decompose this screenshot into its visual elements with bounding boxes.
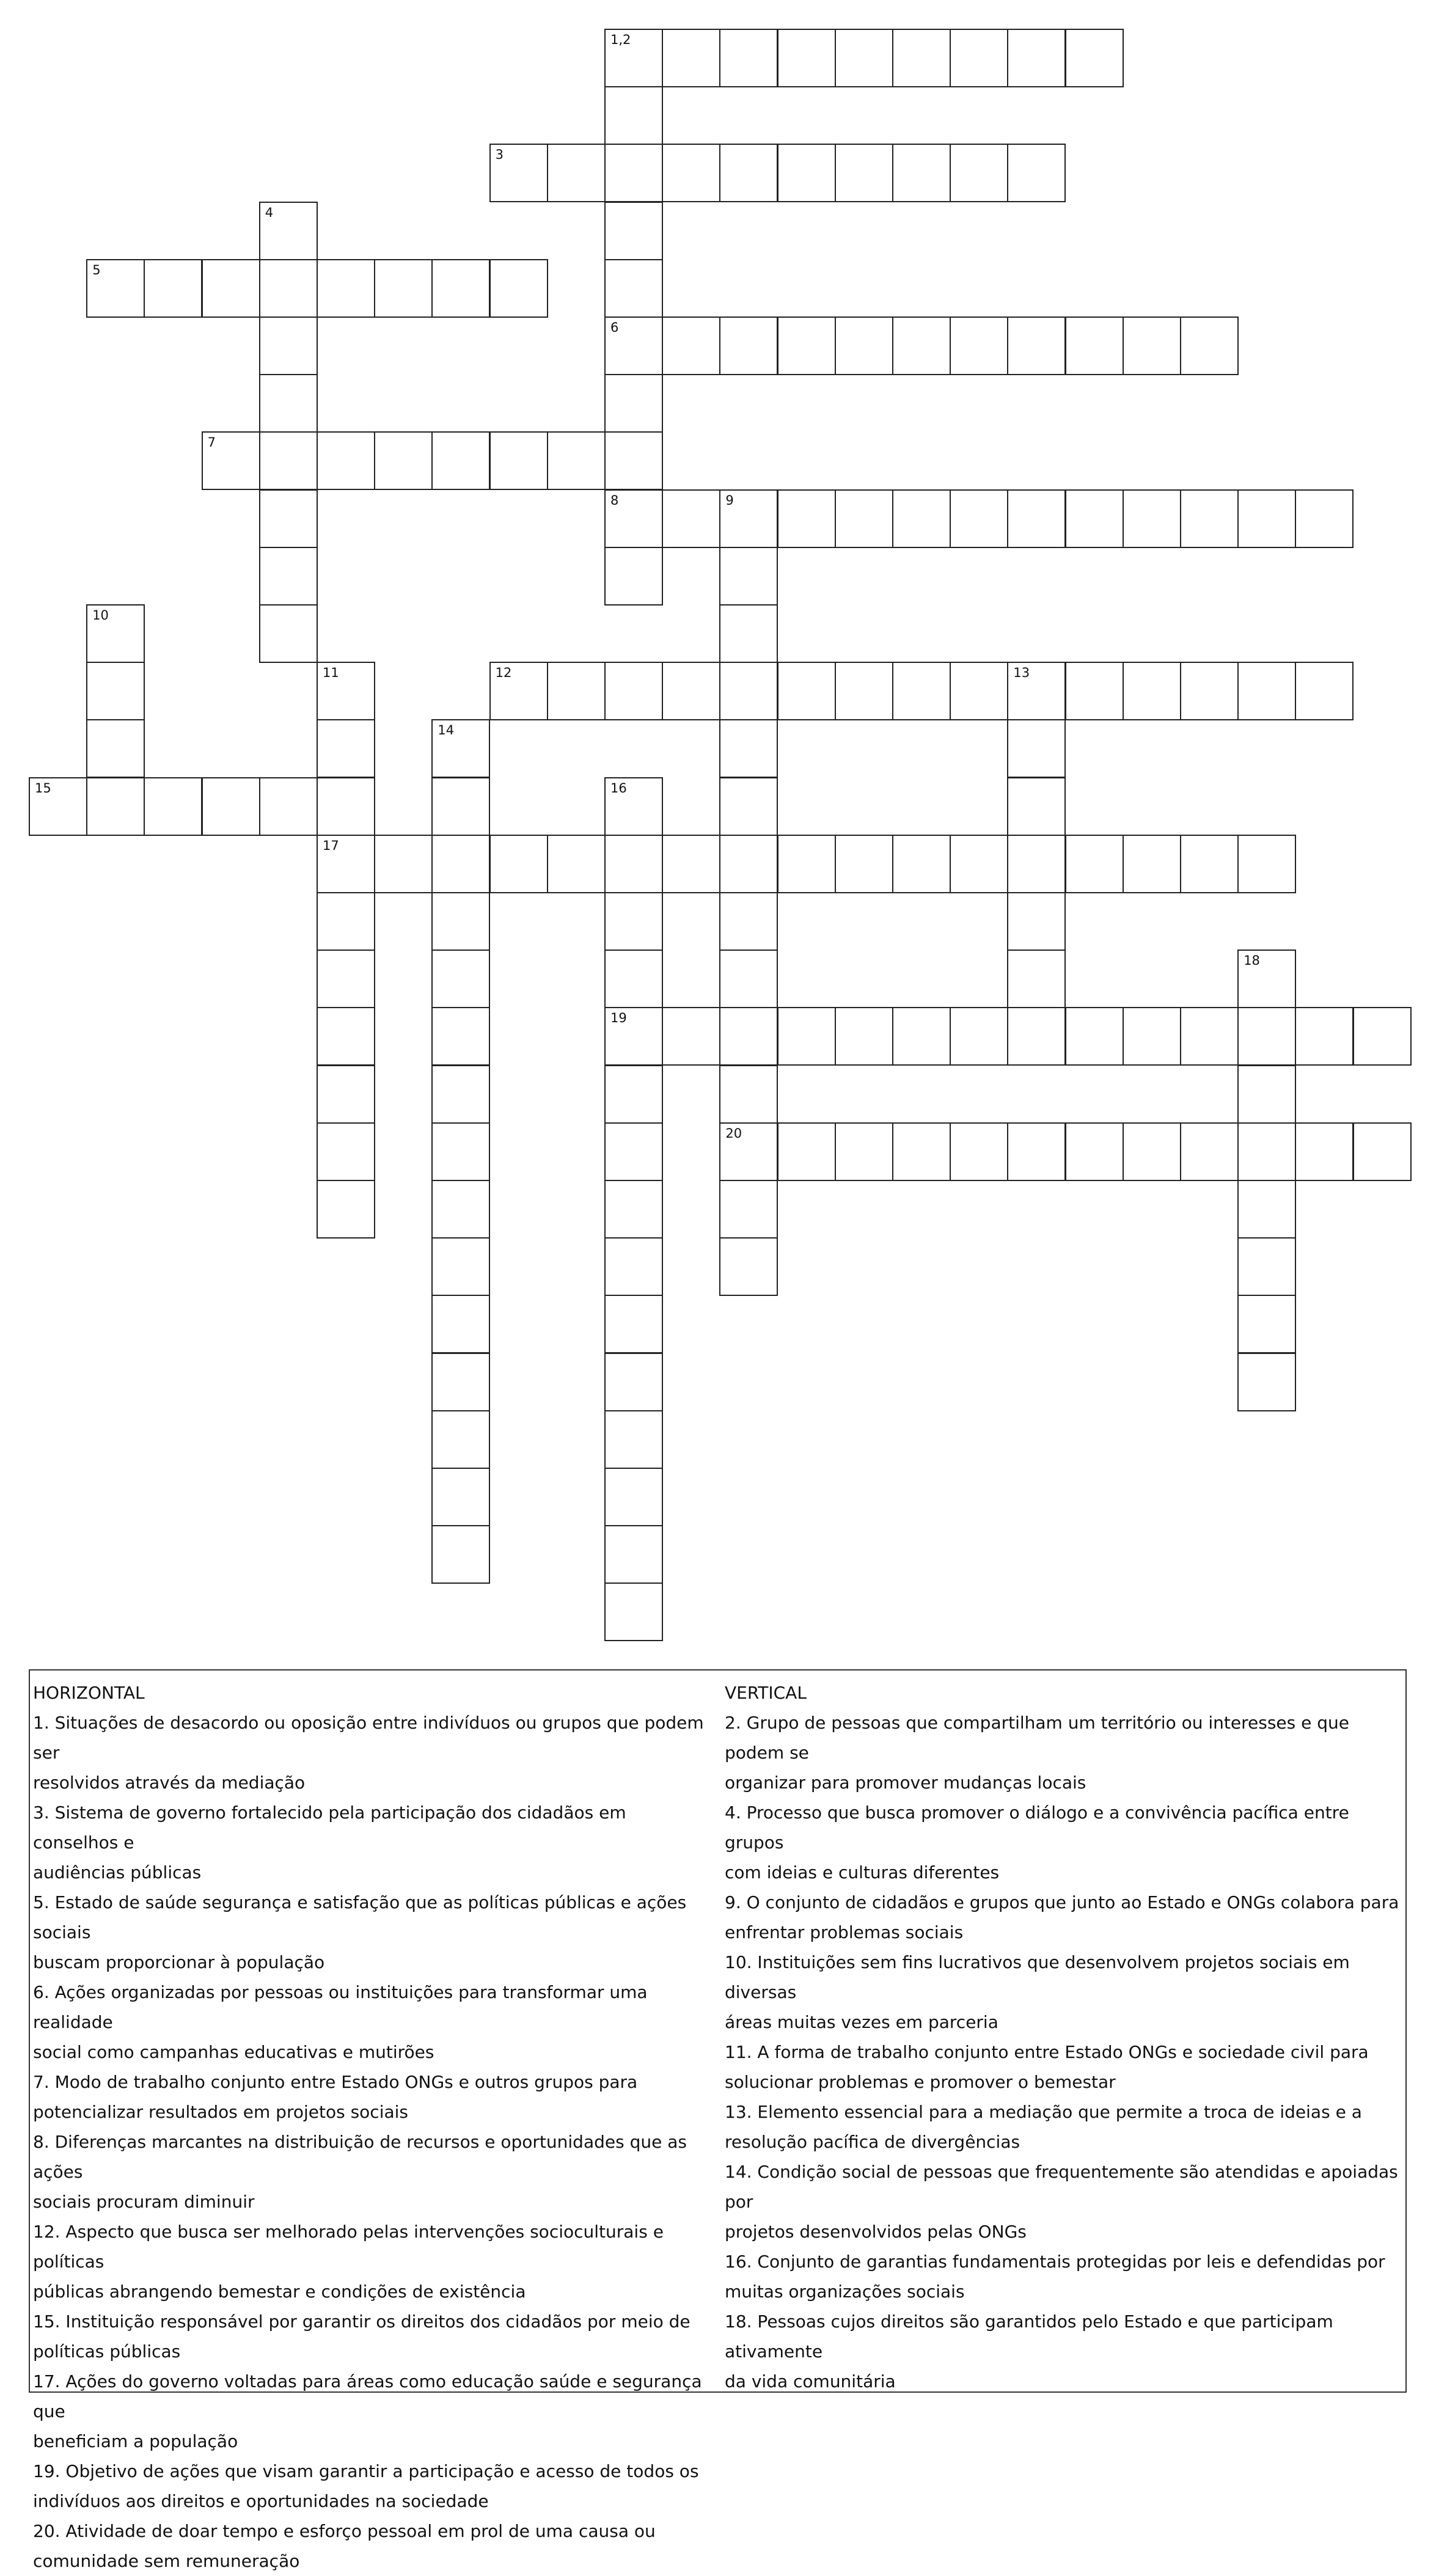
grid-cell[interactable] (259, 259, 318, 318)
grid-cell[interactable] (547, 144, 606, 202)
grid-cell[interactable] (950, 29, 1008, 87)
clue-number: 11 (323, 665, 339, 681)
grid-cell[interactable] (1237, 1007, 1296, 1066)
vertical-title: VERTICAL (725, 1683, 807, 1703)
grid-cell[interactable] (604, 835, 663, 893)
grid-cell[interactable] (547, 431, 606, 490)
grid-cell[interactable] (892, 29, 951, 87)
grid-cell[interactable] (604, 202, 663, 260)
grid-cell[interactable] (1237, 1353, 1296, 1411)
grid-cell[interactable] (547, 835, 606, 893)
grid-cell[interactable] (489, 431, 548, 490)
clue-line: 1. Situações de desacordo ou oposição entre indivíduos ou grupos que podem ser (33, 1713, 704, 1763)
grid-cell[interactable] (604, 144, 663, 202)
clue-line: projetos desenvolvidos pelas ONGs (725, 2222, 1027, 2242)
grid-cell[interactable] (719, 29, 778, 87)
grid-cell[interactable] (317, 835, 375, 893)
grid-cell[interactable] (604, 1525, 663, 1584)
grid-cell[interactable] (604, 317, 663, 375)
grid-cell[interactable] (719, 662, 778, 720)
clue-number: 1,2 (610, 32, 631, 47)
grid-cell[interactable] (604, 1007, 663, 1066)
grid-cell[interactable] (86, 662, 145, 720)
grid-cell[interactable] (202, 431, 260, 490)
clue-line: 20. Atividade de doar tempo e esforço pessoal em prol de uma causa ou (33, 2521, 656, 2541)
grid-cell[interactable] (202, 259, 260, 318)
grid-cell[interactable] (1295, 1122, 1354, 1181)
grid-cell[interactable] (259, 202, 318, 260)
clue-number: 18 (1244, 953, 1260, 968)
grid-cell[interactable] (1295, 662, 1354, 720)
grid-cell[interactable] (144, 777, 202, 836)
grid-cell[interactable] (604, 777, 663, 836)
grid-cell[interactable] (374, 259, 433, 318)
grid-cell[interactable] (1065, 1007, 1124, 1066)
clue-number: 8 (610, 492, 619, 508)
grid-cell[interactable] (1007, 144, 1066, 202)
grid-cell[interactable] (489, 662, 548, 720)
grid-cell[interactable] (835, 489, 893, 548)
clue-line: públicas abrangendo bemestar e condições de existência (33, 2281, 526, 2302)
grid-cell[interactable] (892, 1122, 951, 1181)
grid-cell[interactable] (1007, 1122, 1066, 1181)
clue-line: 12. Aspecto que busca ser melhorado pelas intervenções socioculturais e políticas (33, 2222, 664, 2272)
grid-cell[interactable] (662, 835, 720, 893)
grid-cell[interactable] (777, 1007, 836, 1066)
grid-cell[interactable] (719, 1122, 778, 1181)
grid-cell[interactable] (950, 144, 1008, 202)
grid-cell[interactable] (604, 374, 663, 433)
grid-cell[interactable] (892, 489, 951, 548)
clue-number: 4 (265, 205, 274, 220)
clue-line: enfrentar problemas sociais (725, 1922, 964, 1942)
grid-cell[interactable] (604, 1295, 663, 1353)
grid-cell[interactable] (1123, 835, 1181, 893)
grid-cell[interactable] (835, 144, 893, 202)
grid-cell[interactable] (431, 431, 490, 490)
grid-cell[interactable] (777, 29, 836, 87)
grid-cell[interactable] (604, 1410, 663, 1469)
grid-cell[interactable] (1007, 835, 1066, 893)
grid-cell[interactable] (1353, 1007, 1412, 1066)
clue-number: 15 (35, 780, 51, 796)
clue-line: 15. Instituição responsável por garantir os direitos dos cidadãos por meio de (33, 2311, 691, 2332)
grid-cell[interactable] (86, 777, 145, 836)
grid-cell[interactable] (431, 719, 490, 778)
clue-line: 9. O conjunto de cidadãos e grupos que junto ao Estado e ONGs colabora para (725, 1892, 1399, 1912)
clue-line: muitas organizações sociais (725, 2281, 965, 2302)
clue-line: com ideias e culturas diferentes (725, 1862, 1000, 1883)
grid-cell[interactable] (431, 259, 490, 318)
vertical-clues (725, 1678, 1403, 2396)
grid-cell[interactable] (1180, 489, 1239, 548)
clue-line: 19. Objetivo de ações que visam garantir a participação e acesso de todos os (33, 2461, 699, 2481)
grid-cell[interactable] (719, 835, 778, 893)
grid-cell[interactable] (374, 835, 433, 893)
grid-cell[interactable] (719, 719, 778, 778)
grid-cell[interactable] (1065, 662, 1124, 720)
grid-cell[interactable] (317, 259, 375, 318)
clue-number: 10 (92, 608, 109, 623)
grid-cell[interactable] (719, 489, 778, 548)
grid-cell[interactable] (1237, 1295, 1296, 1353)
grid-cell[interactable] (431, 1295, 490, 1353)
grid-cell[interactable] (604, 547, 663, 606)
clue-line: 8. Diferenças marcantes na distribuição de recursos e oportunidades que as ações (33, 2132, 687, 2182)
clue-line: 6. Ações organizadas por pessoas ou instituições para transformar uma realidade (33, 1982, 648, 2032)
grid-cell[interactable] (547, 662, 606, 720)
grid-cell[interactable] (604, 431, 663, 490)
grid-cell[interactable] (1007, 1007, 1066, 1066)
grid-cell[interactable] (892, 144, 951, 202)
grid-cell[interactable] (835, 835, 893, 893)
grid-cell[interactable] (29, 777, 87, 836)
grid-cell[interactable] (259, 431, 318, 490)
clue-number: 20 (725, 1125, 742, 1141)
clue-line: sociais procuram diminuir (33, 2192, 255, 2212)
grid-cell[interactable] (1123, 1122, 1181, 1181)
grid-cell[interactable] (1065, 29, 1124, 87)
grid-cell[interactable] (892, 662, 951, 720)
grid-cell[interactable] (259, 317, 318, 375)
grid-cell[interactable] (719, 604, 778, 663)
grid-cell[interactable] (86, 604, 145, 663)
grid-cell[interactable] (431, 1180, 490, 1239)
grid-cell[interactable] (604, 662, 663, 720)
grid-cell[interactable] (489, 835, 548, 893)
grid-cell[interactable] (777, 489, 836, 548)
clue-line: 16. Conjunto de garantias fundamentais protegidas por leis e defendidas por (725, 2252, 1385, 2272)
grid-cell[interactable] (1065, 1122, 1124, 1181)
grid-cell[interactable] (317, 950, 375, 1008)
grid-cell[interactable] (950, 1122, 1008, 1181)
grid-cell[interactable] (431, 1525, 490, 1584)
grid-cell[interactable] (719, 950, 778, 1008)
grid-cell[interactable] (1007, 489, 1066, 548)
grid-cell[interactable] (604, 1237, 663, 1296)
grid-cell[interactable] (1123, 1007, 1181, 1066)
clue-line: resolvidos através da mediação (33, 1773, 306, 1793)
grid-cell[interactable] (662, 662, 720, 720)
grid-cell[interactable] (777, 317, 836, 375)
clue-line: indivíduos aos direitos e oportunidades na sociedade (33, 2491, 489, 2511)
clue-line: resolução pacífica de divergências (725, 2132, 1020, 2152)
grid-cell[interactable] (719, 1007, 778, 1066)
clue-number: 6 (610, 320, 619, 335)
grid-cell[interactable] (431, 1237, 490, 1296)
clue-line: buscam proporcionar à população (33, 1952, 325, 1972)
grid-cell[interactable] (777, 144, 836, 202)
clue-line: 18. Pessoas cujos direitos são garantidos pelo Estado e que participam ativamente (725, 2311, 1333, 2362)
grid-cell[interactable] (719, 1180, 778, 1239)
grid-cell[interactable] (604, 259, 663, 318)
grid-cell[interactable] (950, 835, 1008, 893)
clue-line: áreas muitas vezes em parceria (725, 2012, 998, 2032)
grid-cell[interactable] (1123, 489, 1181, 548)
grid-cell[interactable] (259, 374, 318, 433)
grid-cell[interactable] (144, 259, 202, 318)
grid-cell[interactable] (950, 662, 1008, 720)
clue-line: comunidade sem remuneração (33, 2551, 300, 2571)
clue-line: social como campanhas educativas e mutirões (33, 2042, 434, 2062)
grid-cell[interactable] (835, 1007, 893, 1066)
grid-cell[interactable] (719, 777, 778, 836)
grid-cell[interactable] (1237, 489, 1296, 548)
grid-cell[interactable] (1007, 317, 1066, 375)
horizontal-title: HORIZONTAL (33, 1683, 145, 1703)
grid-cell[interactable] (719, 1065, 778, 1124)
grid-cell[interactable] (317, 662, 375, 720)
grid-cell[interactable] (431, 835, 490, 893)
grid-cell[interactable] (317, 1007, 375, 1066)
grid-cell[interactable] (317, 431, 375, 490)
grid-cell[interactable] (719, 144, 778, 202)
grid-cell[interactable] (431, 1353, 490, 1411)
grid-cell[interactable] (604, 1353, 663, 1411)
clue-line: 11. A forma de trabalho conjunto entre Estado ONGs e sociedade civil para (725, 2042, 1369, 2062)
grid-cell[interactable] (202, 777, 260, 836)
grid-cell[interactable] (317, 892, 375, 951)
grid-cell[interactable] (604, 29, 663, 87)
grid-cell[interactable] (431, 1468, 490, 1526)
clue-line: 13. Elemento essencial para a mediação que permite a troca de ideias e a (725, 2102, 1362, 2122)
grid-cell[interactable] (489, 144, 548, 202)
grid-cell[interactable] (374, 431, 433, 490)
grid-cell[interactable] (892, 835, 951, 893)
grid-cell[interactable] (317, 1180, 375, 1239)
clue-line: potencializar resultados em projetos sociais (33, 2102, 409, 2122)
grid-cell[interactable] (259, 604, 318, 663)
grid-cell[interactable] (1007, 950, 1066, 1008)
grid-cell[interactable] (431, 1007, 490, 1066)
grid-cell[interactable] (892, 1007, 951, 1066)
clue-number: 17 (323, 838, 339, 853)
grid-cell[interactable] (1065, 489, 1124, 548)
grid-cell[interactable] (1237, 1065, 1296, 1124)
grid-cell[interactable] (604, 1122, 663, 1181)
clue-number: 19 (610, 1011, 627, 1026)
grid-cell[interactable] (604, 1468, 663, 1526)
grid-cell[interactable] (950, 489, 1008, 548)
clue-line: políticas públicas (33, 2341, 181, 2362)
grid-cell[interactable] (1123, 317, 1181, 375)
grid-cell[interactable] (719, 892, 778, 951)
grid-cell[interactable] (1237, 1122, 1296, 1181)
clue-line: 3. Sistema de governo fortalecido pela participação dos cidadãos em conselhos e (33, 1802, 626, 1853)
grid-cell[interactable] (1295, 489, 1354, 548)
clue-number: 16 (610, 780, 627, 796)
clue-line: audiências públicas (33, 1862, 202, 1883)
grid-cell[interactable] (431, 950, 490, 1008)
grid-cell[interactable] (777, 1122, 836, 1181)
grid-cell[interactable] (317, 719, 375, 778)
grid-cell[interactable] (1180, 1122, 1239, 1181)
grid-cell[interactable] (1180, 835, 1239, 893)
grid-cell[interactable] (777, 662, 836, 720)
grid-cell[interactable] (431, 777, 490, 836)
grid-cell[interactable] (1123, 662, 1181, 720)
grid-cell[interactable] (1180, 1007, 1239, 1066)
grid-cell[interactable] (604, 1180, 663, 1239)
clue-line: 5. Estado de saúde segurança e satisfação que as políticas públicas e ações sociais (33, 1892, 687, 1942)
clue-number: 13 (1013, 665, 1030, 681)
grid-cell[interactable] (662, 144, 720, 202)
clue-line: 7. Modo de trabalho conjunto entre Estado ONGs e outros grupos para (33, 2072, 638, 2092)
grid-cell[interactable] (950, 317, 1008, 375)
grid-cell[interactable] (777, 835, 836, 893)
grid-cell[interactable] (1065, 317, 1124, 375)
grid-cell[interactable] (431, 1410, 490, 1469)
grid-cell[interactable] (604, 489, 663, 548)
grid-cell[interactable] (1237, 1237, 1296, 1296)
grid-cell[interactable] (1007, 662, 1066, 720)
grid-cell[interactable] (662, 489, 720, 548)
grid-cell[interactable] (1007, 29, 1066, 87)
clue-line: 2. Grupo de pessoas que compartilham um território ou interesses e que podem se (725, 1713, 1349, 1763)
grid-cell[interactable] (835, 1122, 893, 1181)
grid-cell[interactable] (604, 950, 663, 1008)
clue-line: 4. Processo que busca promover o diálogo e a convivência pacífica entre grupos (725, 1802, 1349, 1853)
grid-cell[interactable] (259, 489, 318, 548)
clue-line: organizar para promover mudanças locais (725, 1773, 1086, 1793)
grid-cell[interactable] (604, 1065, 663, 1124)
grid-cell[interactable] (86, 719, 145, 778)
grid-cell[interactable] (719, 547, 778, 606)
grid-cell[interactable] (835, 662, 893, 720)
grid-cell[interactable] (259, 547, 318, 606)
clue-line: beneficiam a população (33, 2431, 238, 2451)
grid-cell[interactable] (604, 1583, 663, 1641)
grid-cell[interactable] (835, 317, 893, 375)
clue-number: 14 (438, 723, 455, 738)
grid-cell[interactable] (719, 317, 778, 375)
grid-cell[interactable] (1007, 777, 1066, 836)
grid-cell[interactable] (604, 892, 663, 951)
grid-cell[interactable] (662, 317, 720, 375)
grid-cell[interactable] (1237, 950, 1296, 1008)
grid-cell[interactable] (317, 777, 375, 836)
clues-box (29, 1669, 1407, 2571)
clue-line: 14. Condição social de pessoas que frequentemente são atendidas e apoiadas por (725, 2162, 1398, 2212)
grid-cell[interactable] (1353, 1122, 1412, 1181)
grid-cell[interactable] (489, 259, 548, 318)
grid-cell[interactable] (317, 1122, 375, 1181)
clue-number: 9 (725, 492, 734, 508)
grid-cell[interactable] (1295, 1007, 1354, 1066)
grid-cell[interactable] (86, 259, 145, 318)
clue-number: 7 (207, 435, 216, 450)
grid-cell[interactable] (1237, 662, 1296, 720)
grid-cell[interactable] (1237, 1180, 1296, 1239)
grid-cell[interactable] (1180, 662, 1239, 720)
grid-cell[interactable] (431, 1122, 490, 1181)
grid-cell[interactable] (719, 1237, 778, 1296)
grid-cell[interactable] (259, 777, 318, 836)
clue-line: solucionar problemas e promover o bemestar (725, 2072, 1116, 2092)
grid-cell[interactable] (1180, 317, 1239, 375)
clue-line: da vida comunitária (725, 2371, 896, 2391)
clue-number: 5 (92, 262, 101, 277)
grid-cell[interactable] (662, 1007, 720, 1066)
grid-cell[interactable] (1065, 835, 1124, 893)
clue-number: 3 (495, 147, 504, 163)
grid-cell[interactable] (604, 86, 663, 145)
grid-cell[interactable] (950, 1007, 1008, 1066)
clue-line: 17. Ações do governo voltadas para áreas como educação saúde e segurança que (33, 2371, 702, 2421)
grid-cell[interactable] (1237, 835, 1296, 893)
grid-cell[interactable] (1007, 892, 1066, 951)
clue-line: 10. Instituições sem fins lucrativos que desenvolvem projetos sociais em diversas (725, 1952, 1350, 2002)
grid-cell[interactable] (892, 317, 951, 375)
clue-number: 12 (495, 665, 512, 681)
grid-cell[interactable] (835, 29, 893, 87)
grid-cell[interactable] (317, 1065, 375, 1124)
grid-cell[interactable] (431, 1065, 490, 1124)
horizontal-clues (33, 1678, 711, 2576)
grid-cell[interactable] (431, 892, 490, 951)
grid-cell[interactable] (1007, 719, 1066, 778)
grid-cell[interactable] (662, 29, 720, 87)
